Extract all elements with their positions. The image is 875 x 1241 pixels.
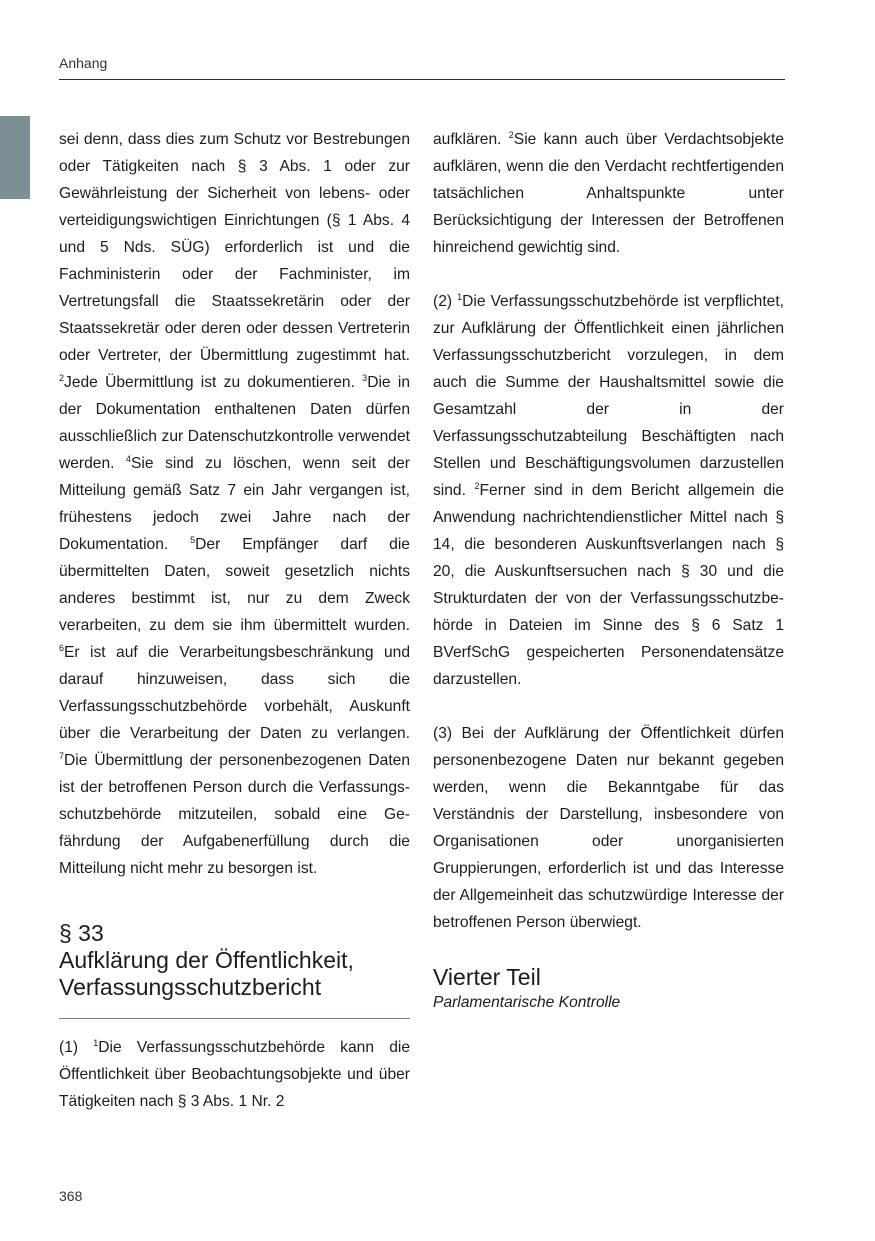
sentence-number: 6 xyxy=(59,643,65,653)
sentence-number: 3 xyxy=(362,373,368,383)
text-run: Sie kann auch über Verdachtsobjekte aufklären, wenn die den Verdacht rechtfertigenden tatsächlichen Anhaltspunkte unter Berücksichtigung der Interessen der Betroffenen hinreichend gewichtig sind. xyxy=(433,131,784,256)
sentence-number: 2 xyxy=(508,130,514,140)
section-number: § 33 xyxy=(59,920,104,946)
section-title-line: Aufklärung der Öffentlichkeit, xyxy=(59,947,354,973)
section-rule xyxy=(59,1018,410,1019)
header-rule xyxy=(59,79,785,80)
text-run: Ferner sind in dem Bericht allgemein die Anwendung nachrichtendienstlicher Mittel nach § 14, die besonderen Auskunftsverlangen nach § 20, die Auskunftsersuchen nach § 30 und die Strukturdaten der von der Verfassungsschutzbehörde in Dateien im Sinne des § 6 Satz 1 BVerfSchG gespeicherten Personendatensätze darzustellen. xyxy=(433,482,784,688)
text-run: Er ist auf die Verarbeitungsbeschränkung und darauf hinzuweisen, dass sich die Verfassungsschutzbehörde vorbehält, Auskunft über die Verarbeitung der Daten zu verlangen. xyxy=(59,644,410,742)
sentence-number: 4 xyxy=(126,454,132,464)
text-run: Der Empfänger darf die übermittelten Daten, soweit gesetzlich nichts anderes bestimmt ist, nur zu dem Zweck verarbeiten, zu dem sie ihm übermittelt wurden. xyxy=(59,536,410,634)
paragraph xyxy=(433,126,784,261)
text-run: Jede Übermittlung ist zu dokumentieren. xyxy=(64,374,363,391)
sentence-number: 5 xyxy=(190,535,196,545)
running-title: Anhang xyxy=(59,55,108,71)
text-run: Die Verfassungsschutzbehörde kann die Öffentlichkeit über Beobachtungsobjekte und über Tätigkeiten nach § 3 Abs. 1 Nr. 2 xyxy=(59,1039,411,1110)
part-subtitle: Parlamentarische Kontrolle xyxy=(433,994,621,1011)
right-column xyxy=(433,126,784,1014)
part-title: Vierter Teil xyxy=(433,964,541,990)
left-column xyxy=(59,126,410,1115)
text-run: Die in der Dokumentation enthaltenen Daten dürfen ausschließlich zur Datenschutzkontrolle verwendet werden. xyxy=(59,374,410,472)
sentence-number: 7 xyxy=(59,751,65,761)
section-heading xyxy=(59,920,410,1001)
sentence-number: 2 xyxy=(59,373,65,383)
paragraph xyxy=(59,126,410,882)
paragraph: (3) Bei der Aufklärung der Öffentlichkeit dürfen personenbezogene Daten nur bekannt gegeben werden, wenn die Bekanntgabe für das Verständnis der Darstellung, insbesondere von Organisationen oder unorganisierten Gruppierungen, erforderlich ist und das Interesse der Allgemeinheit das schutzwürdige Interesse der betroffenen Person überwiegt. xyxy=(433,725,784,931)
paragraph-lead: (1) xyxy=(59,1039,94,1056)
section-title-line: Verfassungsschutzbericht xyxy=(59,974,322,1000)
sentence-number: 1 xyxy=(93,1038,99,1048)
page-number: 368 xyxy=(59,1188,83,1204)
sentence-number: 1 xyxy=(457,292,463,302)
text-run: sei denn, dass dies zum Schutz vor Bestrebungen oder Tätigkeiten nach § 3 Abs. 1 oder zur Gewährleistung der Sicherheit von lebens- oder verteidigungswichtigen Einrichtungen (§ 1 Abs. 4 und 5 Nds. SÜG) erforderlich ist und die Fachministerin oder der Fachminister, im Vertretungsfall die Staatssekretärin oder der Staatssekretär oder deren oder dessen Vertreterin oder Vertreter, der Übermittlung zugestimmt hat. xyxy=(59,131,410,364)
text-run: Die Verfassungsschutzbehörde ist verpflichtet, zur Aufklärung der Öffentlichkeit einen jährlichen Verfassungsschutzbericht vorzulegen, in dem auch die Summe der Haushaltsmittel sowie die Gesamtzahl der in der Verfassungsschutzabteilung Beschäftigten nach Stellen und Beschäftigungsvolumen darzustellen sind. xyxy=(433,293,784,499)
paragraph xyxy=(433,288,784,693)
paragraph xyxy=(59,1034,410,1115)
text-run: Die Übermittlung der personenbezogenen Daten ist der betroffenen Person durch die Verfassungsschutzbehörde mitzuteilen, sobald eine Gefährdung der Aufgabenerfüllung durch die Mitteilung nicht mehr zu besorgen ist. xyxy=(59,752,410,877)
paragraph-lead: (2) xyxy=(433,293,458,310)
text-run: aufklären. xyxy=(433,131,509,148)
chapter-tab xyxy=(0,116,30,199)
sentence-number: 2 xyxy=(474,481,480,491)
text-run: Sie sind zu löschen, wenn seit der Mitteilung gemäß Satz 7 ein Jahr vergangen ist, frühestens jedoch zwei Jahre nach der Dokumentation. xyxy=(59,455,410,553)
